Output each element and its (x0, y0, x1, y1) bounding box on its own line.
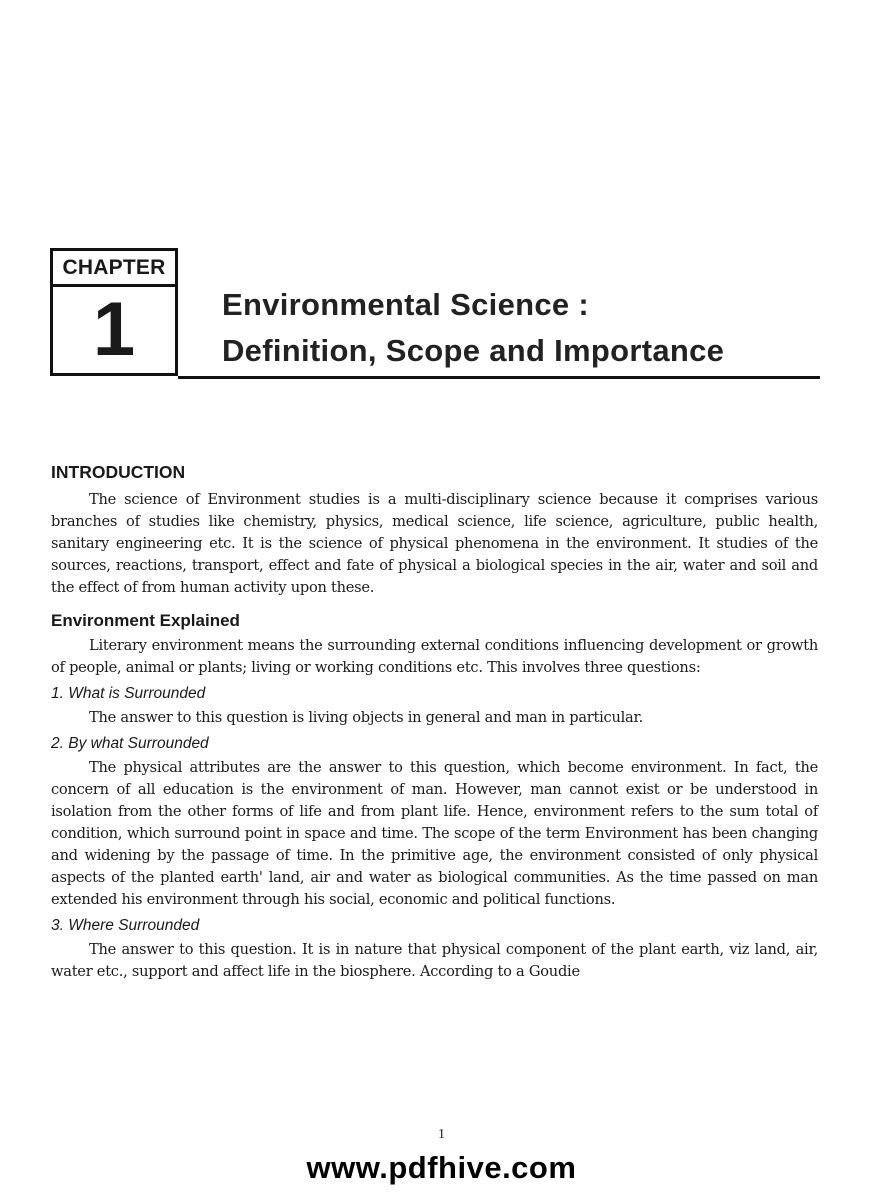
watermark: www.pdfhive.com (306, 1150, 577, 1185)
page-number: 1 (438, 1127, 445, 1142)
chapter-title (222, 282, 724, 374)
chapter-number: 1 (92, 287, 136, 372)
introduction-paragraph: The science of Environment studies is a multi-disciplinary science because it comprises various branches of studies like chemistry, physics, medical science, life science, agriculture, public health, sanitary engineering etc. It is the science of physical phenomena in the environment. It studies of the sources, reactions, transport, effect and fate of physical a biological species in the air, water and soil and the effect of from human activity upon these. (51, 491, 818, 596)
question-2-heading: 2. By what Surrounded (51, 735, 209, 752)
question-2-paragraph: The physical attributes are the answer to this question, which become environment. In fact, the concern of all education is the environment of man. However, man cannot exist or be understood in isolation from the other forms of life and from plant life. Hence, environment refers to the sum total of condition, which surround point in space and time. The scope of the term Environment has been changing and widening by the passage of time. In the primitive age, the environment consisted of only physical aspects of the planted earth' land, air and water as biological communities. As the time passed on man extended his environment through his social, economic and political functions. (51, 759, 818, 908)
environment-explained-heading: Environment Explained (51, 611, 240, 630)
introduction-heading: INTRODUCTION (51, 462, 186, 482)
chapter-title-line-1: Environmental Science : (222, 287, 589, 322)
question-3-heading: 3. Where Surrounded (51, 917, 200, 934)
question-3-paragraph: The answer to this question. It is in nature that physical component of the plant earth, viz land, air, water etc., support and affect life in the biosphere. According to a Goudie (51, 941, 818, 980)
chapter-rule (178, 376, 820, 379)
chapter-title-line-2: Definition, Scope and Importance (222, 333, 725, 368)
question-1-heading: 1. What is Surrounded (51, 685, 206, 702)
page-content (51, 462, 818, 983)
chapter-label: CHAPTER (53, 251, 175, 287)
chapter-box (50, 248, 178, 376)
environment-explained-paragraph: Literary environment means the surrounding external conditions influencing development or growth of people, animal or plants; living or working conditions etc. This involves three questions: (51, 637, 818, 676)
question-1-paragraph: The answer to this question is living objects in general and man in particular. (89, 709, 644, 726)
